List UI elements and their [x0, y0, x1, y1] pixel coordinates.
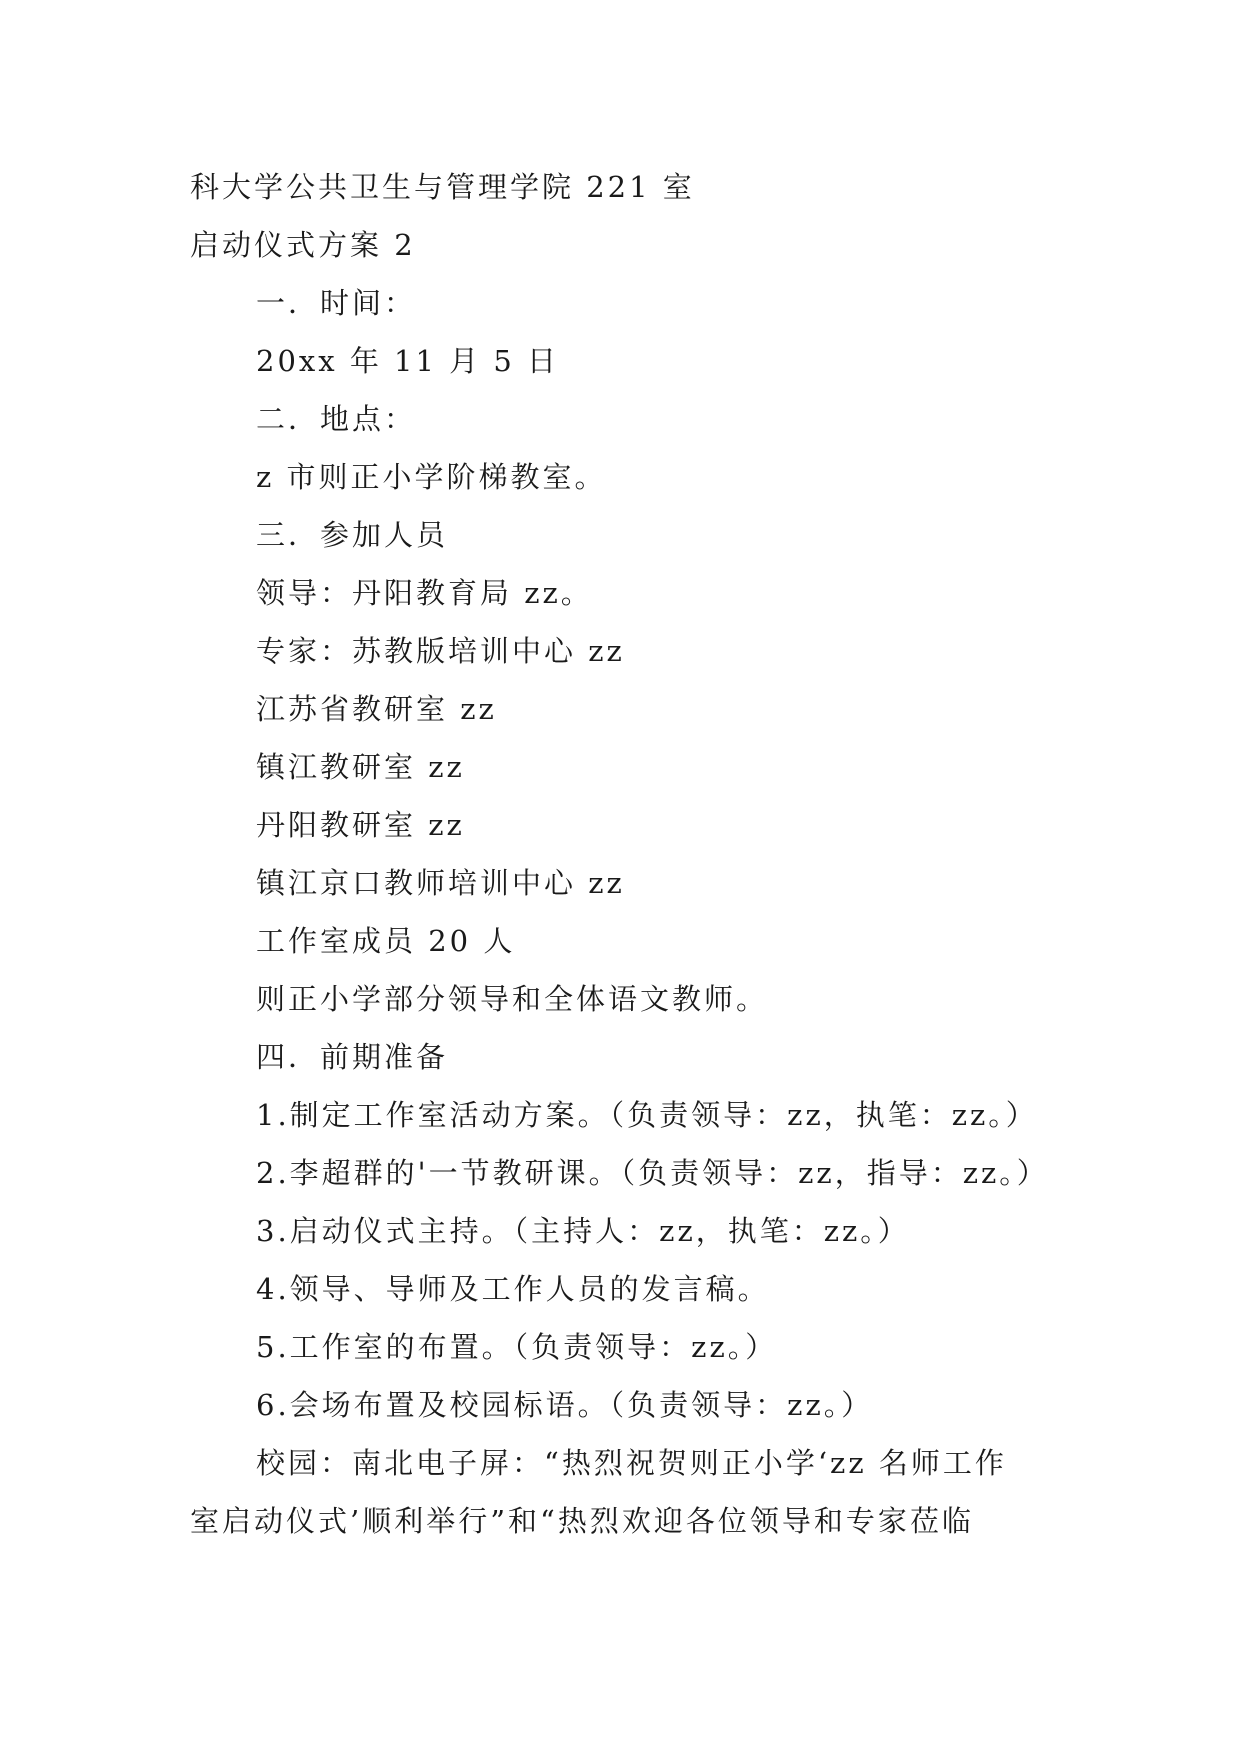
- text-line: 丹阳教研室 zz: [256, 808, 465, 842]
- text-line: 镇江教研室 zz: [256, 750, 465, 784]
- text-line: z 市则正小学阶梯教室。: [256, 460, 607, 494]
- list-item: 4.领导、导师及工作人员的发言稿。: [256, 1272, 770, 1306]
- list-item: 5.工作室的布置。（负责领导：zz。）: [256, 1330, 778, 1364]
- section-heading: 四．前期准备: [256, 1040, 449, 1074]
- list-item: 3.启动仪式主持。（主持人：zz，执笔：zz。）: [256, 1214, 910, 1248]
- text-line: 镇江京口教师培训中心 zz: [256, 866, 625, 900]
- section-heading: 一．时间：: [256, 286, 417, 320]
- list-item: 2.李超群的'一节教研课。（负责领导：zz，指导：zz。）: [256, 1156, 1049, 1190]
- text-line: 领导：丹阳教育局 zz。: [256, 576, 593, 610]
- document-body: [190, 158, 1060, 1550]
- list-item: 1.制定工作室活动方案。（负责领导：zz，执笔：zz。）: [256, 1098, 1038, 1132]
- text-line: 启动仪式方案 2: [190, 228, 416, 262]
- section-heading: 三．参加人员: [256, 518, 449, 552]
- text-line: 专家：苏教版培训中心 zz: [256, 634, 625, 668]
- section-heading: 二．地点：: [256, 402, 417, 436]
- text-line: 20xx 年 11 月 5 日: [256, 344, 560, 378]
- text-line: 则正小学部分领导和全体语文教师。: [256, 982, 769, 1016]
- text-line: 校园：南北电子屏：“热烈祝贺则正小学‘zz 名师工作: [256, 1446, 1007, 1480]
- text-line: 江苏省教研室 zz: [256, 692, 497, 726]
- text-line: 室启动仪式’顺利举行”和“热烈欢迎各位领导和专家莅临: [190, 1504, 974, 1538]
- text-line: 科大学公共卫生与管理学院 221 室: [190, 170, 695, 204]
- text-line: 工作室成员 20 人: [256, 924, 516, 958]
- list-item: 6.会场布置及校园标语。（负责领导：zz。）: [256, 1388, 874, 1422]
